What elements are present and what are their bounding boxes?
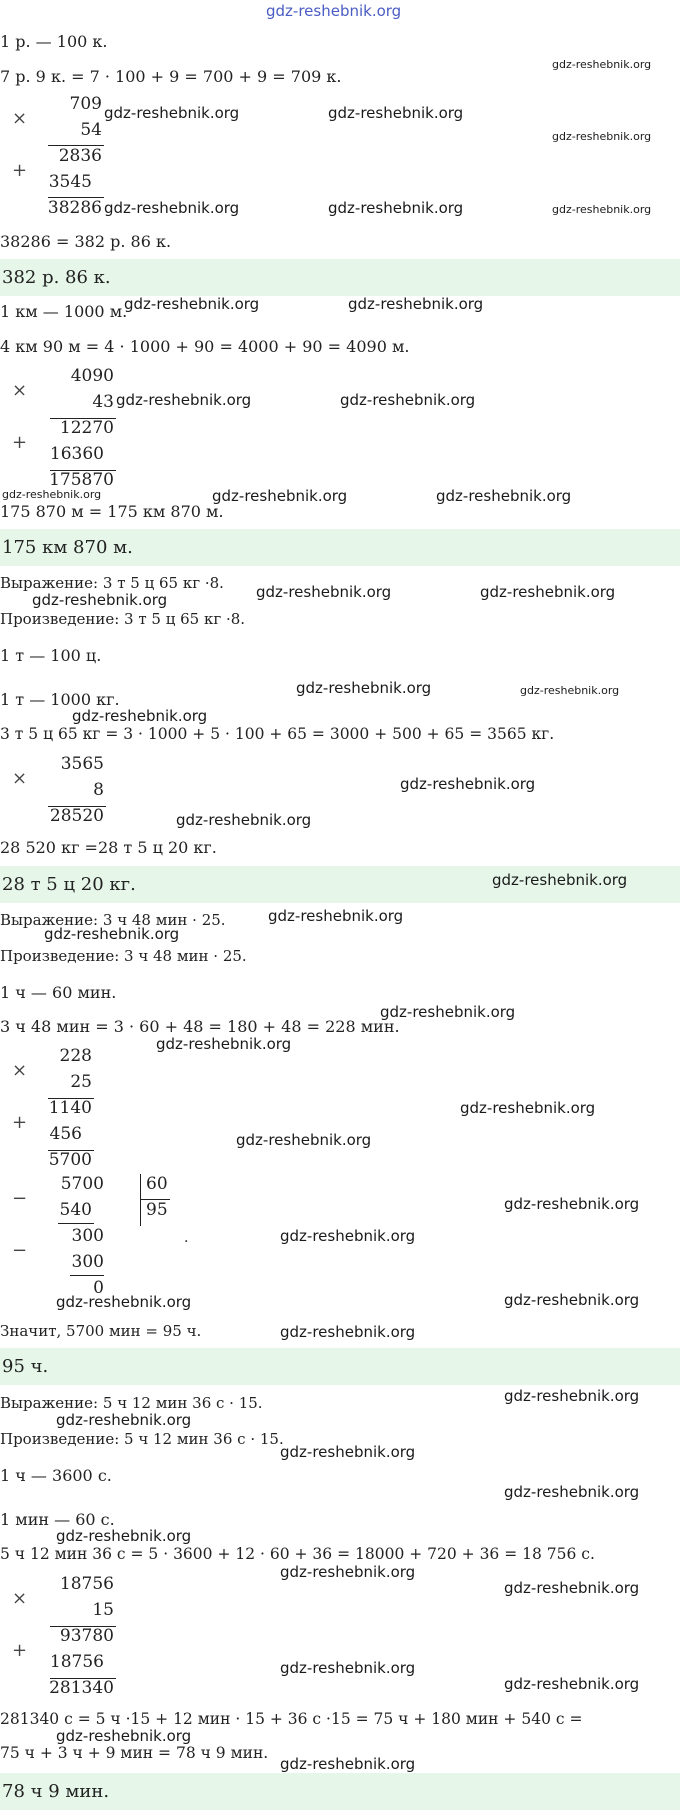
answer-box [0, 529, 680, 566]
text-line: Выражение: 5 ч 12 мин 36 с · 15. [0, 1394, 263, 1412]
site-watermark: gdz-reshebnik.org [400, 775, 536, 793]
site-watermark: gdz-reshebnik.org [480, 583, 616, 601]
site-watermark: gdz-reshebnik.org [2, 488, 102, 501]
text-line: Значит, 5700 мин = 95 ч. [0, 1322, 202, 1340]
column-number: 15 [92, 1600, 114, 1620]
column-number: 3565 [60, 754, 104, 774]
column-number: 709 [69, 94, 102, 114]
site-watermark: gdz-reshebnik.org [504, 1195, 640, 1213]
minus-sign: − [12, 1240, 28, 1261]
text-line: 1 т — 1000 кг. [0, 690, 120, 709]
site-watermark: gdz-reshebnik.org [104, 104, 240, 122]
multiply-sign: × [12, 108, 28, 129]
division-number: 300 [71, 1252, 104, 1272]
site-watermark: gdz-reshebnik.org [280, 1563, 416, 1581]
text-line: Выражение: 3 т 5 ц 65 кг ·8. [0, 574, 224, 592]
text-line: 1 км — 1000 м. [0, 302, 128, 321]
minus-sign: − [12, 1188, 28, 1209]
text-line: 28 520 кг =28 т 5 ц 20 кг. [0, 838, 217, 857]
site-watermark: gdz-reshebnik.org [212, 487, 348, 505]
site-watermark: gdz-reshebnik.org [280, 1323, 416, 1341]
text-line: 38286 = 382 р. 86 к. [0, 232, 172, 251]
stray-dot: . [184, 1230, 189, 1246]
division-number: 5700 [60, 1174, 104, 1194]
site-watermark: gdz-reshebnik.org [44, 925, 180, 943]
plus-sign: + [12, 432, 28, 453]
text-line: 7 р. 9 к. = 7 · 100 + 9 = 700 + 9 = 709 к. [0, 67, 342, 86]
column-number: 18756 [59, 1574, 114, 1594]
column-number: 175870 [49, 470, 114, 490]
multiply-sign: × [12, 1060, 28, 1081]
site-watermark: gdz-reshebnik.org [328, 199, 464, 217]
site-watermark: gdz-reshebnik.org [56, 1727, 192, 1745]
text-line: Произведение: 5 ч 12 мин 36 с · 15. [0, 1430, 284, 1448]
site-watermark: gdz-reshebnik.org [504, 1675, 640, 1693]
column-number: 28520 [49, 806, 104, 826]
division-rule [58, 1223, 94, 1224]
multiply-sign: × [12, 1588, 28, 1609]
column-number: 4090 [70, 366, 114, 386]
plus-sign: + [12, 1640, 28, 1661]
site-watermark: gdz-reshebnik.org [296, 679, 432, 697]
answer-text: 175 км 870 м. [2, 537, 133, 558]
site-watermark: gdz-reshebnik.org [266, 2, 402, 20]
site-watermark: gdz-reshebnik.org [504, 1291, 640, 1309]
plus-sign: + [12, 1112, 28, 1133]
site-watermark: gdz-reshebnik.org [380, 1003, 516, 1021]
site-watermark: gdz-reshebnik.org [56, 1293, 192, 1311]
site-watermark: gdz-reshebnik.org [504, 1387, 640, 1405]
site-watermark: gdz-reshebnik.org [156, 1035, 292, 1053]
division-rule [70, 1275, 104, 1276]
column-number: 43 [92, 392, 114, 412]
site-watermark: gdz-reshebnik.org [504, 1483, 640, 1501]
text-line: 1 р. — 100 к. [0, 32, 108, 51]
text-line: 3 т 5 ц 65 кг = 3 · 1000 + 5 · 100 + 65 = 3000 + 500 + 65 = 3565 кг. [0, 725, 555, 743]
text-line: Произведение: 3 ч 48 мин · 25. [0, 947, 247, 965]
answer-text: 95 ч. [2, 1356, 49, 1377]
site-watermark: gdz-reshebnik.org [504, 1579, 640, 1597]
text-line: Произведение: 3 т 5 ц 65 кг ·8. [0, 610, 246, 628]
site-watermark: gdz-reshebnik.org [552, 203, 652, 216]
site-watermark: gdz-reshebnik.org [348, 295, 484, 313]
division-number: 540 [59, 1200, 92, 1220]
site-watermark: gdz-reshebnik.org [176, 811, 312, 829]
column-number: 5700 [48, 1150, 92, 1170]
answer-box [0, 1348, 680, 1385]
site-watermark: gdz-reshebnik.org [328, 104, 464, 122]
column-number: 54 [80, 120, 102, 140]
site-watermark: gdz-reshebnik.org [280, 1755, 416, 1773]
text-line: Выражение: 3 ч 48 мин · 25. [0, 911, 226, 929]
column-number: 16360 [49, 444, 104, 464]
site-watermark: gdz-reshebnik.org [32, 591, 168, 609]
text-line: 1 мин — 60 с. [0, 1510, 115, 1529]
site-watermark: gdz-reshebnik.org [124, 295, 260, 313]
division-number: 300 [71, 1226, 104, 1246]
site-watermark: gdz-reshebnik.org [56, 1411, 192, 1429]
text-line: 5 ч 12 мин 36 с = 5 · 3600 + 12 · 60 + 36 = 18000 + 720 + 36 = 18 756 с. [0, 1545, 595, 1563]
column-number: 18756 [49, 1652, 104, 1672]
site-watermark: gdz-reshebnik.org [280, 1443, 416, 1461]
multiply-sign: × [12, 768, 28, 789]
answer-text: 28 т 5 ц 20 кг. [2, 874, 136, 895]
site-watermark: gdz-reshebnik.org [280, 1659, 416, 1677]
plus-sign: + [12, 160, 28, 181]
site-watermark: gdz-reshebnik.org [436, 487, 572, 505]
column-number: 281340 [49, 1678, 114, 1698]
answer-box [0, 1773, 680, 1810]
site-watermark: gdz-reshebnik.org [460, 1099, 596, 1117]
column-number: 93780 [59, 1626, 114, 1646]
site-watermark: gdz-reshebnik.org [520, 684, 620, 697]
text-line: 1 ч — 60 мин. [0, 983, 117, 1002]
site-watermark: gdz-reshebnik.org [552, 130, 652, 143]
text-line: 1 т — 100 ц. [0, 646, 102, 665]
site-watermark: gdz-reshebnik.org [340, 391, 476, 409]
text-line: 281340 с = 5 ч ·15 + 12 мин · 15 + 36 с ·15 = 75 ч + 180 мин + 540 с = [0, 1710, 583, 1728]
division-number: 0 [93, 1278, 104, 1298]
division-bar [140, 1174, 141, 1226]
column-number: 12270 [59, 418, 114, 438]
quotient: 95 [146, 1200, 168, 1220]
column-number: 1140 [48, 1098, 92, 1118]
divisor: 60 [146, 1174, 168, 1194]
site-watermark: gdz-reshebnik.org [56, 1527, 192, 1545]
text-line: 175 870 м = 175 км 870 м. [0, 502, 224, 521]
column-number: 2836 [58, 146, 102, 166]
column-number: 38286 [47, 198, 102, 218]
column-number: 228 [59, 1046, 92, 1066]
site-watermark: gdz-reshebnik.org [256, 583, 392, 601]
column-number: 3545 [48, 172, 92, 192]
text-line: 1 ч — 3600 с. [0, 1466, 112, 1485]
answer-box [0, 259, 680, 296]
answer-text: 78 ч 9 мин. [2, 1781, 110, 1802]
site-watermark: gdz-reshebnik.org [104, 199, 240, 217]
site-watermark: gdz-reshebnik.org [280, 1227, 416, 1245]
site-watermark: gdz-reshebnik.org [116, 391, 252, 409]
answer-text: 382 р. 86 к. [2, 267, 111, 288]
site-watermark: gdz-reshebnik.org [492, 871, 628, 889]
column-number: 456 [49, 1124, 82, 1144]
multiply-sign: × [12, 380, 28, 401]
column-number: 8 [93, 780, 104, 800]
site-watermark: gdz-reshebnik.org [268, 907, 404, 925]
site-watermark: gdz-reshebnik.org [236, 1131, 372, 1149]
column-number: 25 [70, 1072, 92, 1092]
text-line: 3 ч 48 мин = 3 · 60 + 48 = 180 + 48 = 228 мин. [0, 1017, 400, 1036]
site-watermark: gdz-reshebnik.org [72, 707, 208, 725]
site-watermark: gdz-reshebnik.org [552, 58, 652, 71]
text-line: 4 км 90 м = 4 · 1000 + 90 = 4000 + 90 = 4090 м. [0, 337, 410, 356]
text-line: 75 ч + 3 ч + 9 мин = 78 ч 9 мин. [0, 1744, 269, 1762]
